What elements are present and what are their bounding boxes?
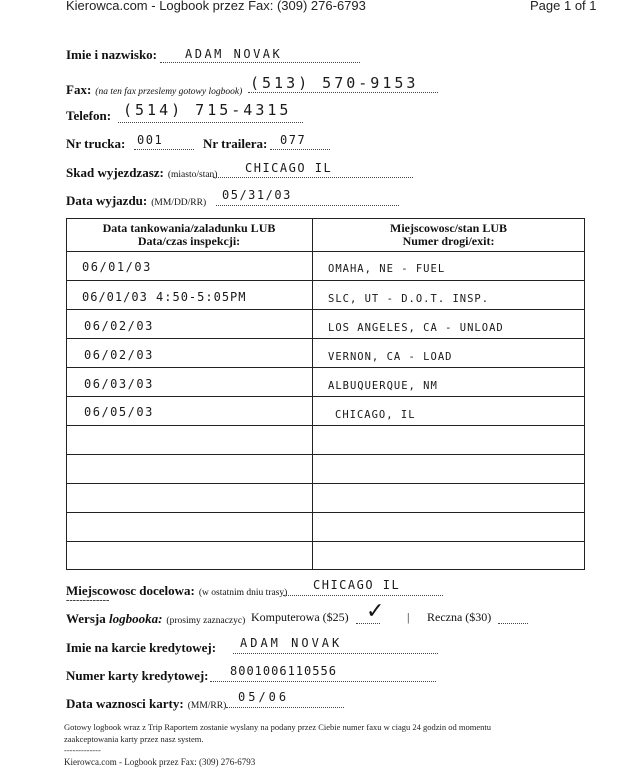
card-expiry-value[interactable]: 05/06 [238, 690, 290, 704]
table-header-divider [66, 251, 585, 252]
option-divider: | [407, 610, 410, 624]
version-note: (prosimy zaznaczyc) [166, 616, 246, 626]
separator: ------------- [66, 595, 110, 606]
option-manual-dots [498, 623, 528, 624]
card-number-value[interactable]: 8001006110556 [230, 664, 337, 678]
footer-separator: ------------- [64, 745, 101, 755]
footer-note-line2: zaakceptowania karty przez nasz system. [64, 734, 204, 744]
table-row-line [66, 454, 585, 455]
table-row-place[interactable]: LOS ANGELES, CA - UNLOAD [328, 322, 504, 334]
table-row-date[interactable]: 06/01/03 [82, 260, 152, 274]
table-row-place[interactable]: VERNON, CA - LOAD [328, 351, 453, 363]
table-row-line [66, 309, 585, 310]
version-label-bold: Wersja logbooka: [66, 611, 163, 626]
phone-label: Telefon: [66, 108, 112, 123]
col1-header [66, 222, 312, 248]
departure-dots [216, 205, 399, 206]
origin-note: (miasto/stan) [167, 170, 218, 180]
table-row-place[interactable]: ALBUQUERQUE, NM [328, 380, 438, 392]
card-name-value[interactable]: ADAM NOVAK [240, 636, 343, 650]
table-row-date[interactable]: 06/05/03 [84, 405, 154, 419]
table-row-place[interactable]: SLC, UT - D.O.T. INSP. [328, 293, 490, 305]
table-row-line [66, 367, 585, 368]
card-expiry-note: (MM/RR) [187, 701, 227, 711]
table-row-line [66, 280, 585, 281]
table-row-line [66, 338, 585, 339]
destination-value[interactable]: CHICAGO IL [313, 578, 401, 592]
truck-label: Nr trucka: [66, 136, 126, 151]
departure-label: Data wyjazdu: [66, 193, 148, 208]
fax-dots [248, 92, 438, 93]
table-row-line [66, 483, 585, 484]
phone-dots [118, 122, 303, 123]
col2-header-line2: Numer drogi/exit: [402, 234, 495, 248]
origin-label: Skad wyjezdzasz: [66, 165, 164, 180]
fax-row [66, 81, 242, 99]
truck-dots [134, 149, 194, 150]
departure-note: (MM/DD/RR) [151, 198, 207, 208]
fax-label: Fax: [66, 82, 92, 97]
origin-dots [213, 177, 413, 178]
table-row-date[interactable]: 06/01/03 4:50-5:05PM [82, 290, 247, 304]
card-expiry-label: Data waznosci karty: [66, 696, 184, 711]
version-row [66, 610, 245, 628]
footer-site: Kierowca.com - Logbook przez Fax: (309) 276-6793 [64, 757, 256, 767]
table-row-line [66, 425, 585, 426]
table-row-line [66, 541, 585, 542]
fax-note: (na ten fax przeslemy gotowy logbook) [95, 87, 243, 97]
table-column-divider [312, 218, 313, 570]
card-name-dots [233, 653, 438, 654]
col1-header-line2: Data/czas inspekcji: [137, 234, 241, 248]
col1-header-line1: Data tankowania/zaladunku LUB [102, 221, 276, 235]
option-computer-label[interactable]: Komputerowa ($25) [251, 610, 349, 624]
col2-header-line1: Miejscowosc/stan LUB [390, 221, 507, 235]
destination-note: (w ostatnim dniu trasy) [198, 588, 288, 598]
footer-note-line1: Gotowy logbook wraz z Trip Raportem zostanie wyslany na podany przez Ciebie numer faxu w ciagu 24 godzin od momentu [64, 722, 492, 732]
trailer-value[interactable]: 077 [280, 133, 307, 147]
table-row-date[interactable]: 06/03/03 [84, 377, 154, 391]
table-row-place[interactable]: CHICAGO, IL [335, 409, 416, 421]
table-row-line [66, 512, 585, 513]
option-manual-label[interactable]: Reczna ($30) [427, 610, 492, 624]
name-label: Imie i nazwisko: [66, 47, 157, 62]
fax-header-left: Kierowca.com - Logbook przez Fax: (309) 276-6793 [66, 0, 366, 13]
table-row-date[interactable]: 06/02/03 [84, 319, 154, 333]
origin-row [66, 164, 217, 182]
fax-value[interactable]: (513) 570-9153 [250, 74, 419, 92]
truck-value[interactable]: 001 [137, 133, 164, 147]
fax-header-page: Page 1 of 1 [530, 0, 597, 13]
table-row-place[interactable]: OMAHA, NE - FUEL [328, 263, 446, 275]
card-number-dots [210, 681, 436, 682]
card-expiry-dots [226, 707, 344, 708]
trailer-dots [270, 149, 330, 150]
table-row-date[interactable]: 06/02/03 [84, 348, 154, 362]
name-value[interactable]: ADAM NOVAK [185, 47, 283, 61]
card-number-label: Numer karty kredytowej: [66, 668, 209, 683]
checkmark-icon[interactable]: ✓ [366, 598, 385, 623]
origin-value[interactable]: CHICAGO IL [245, 161, 333, 175]
col2-header [312, 222, 585, 248]
departure-row [66, 192, 206, 210]
name-dots [160, 62, 360, 63]
destination-label: Miejscowosc docelowa: [66, 583, 195, 598]
trailer-label: Nr trailera: [203, 136, 268, 151]
destination-dots [283, 595, 443, 596]
departure-value[interactable]: 05/31/03 [222, 188, 292, 202]
card-expiry-row [66, 695, 226, 713]
card-name-label: Imie na karcie kredytowej: [66, 640, 217, 655]
phone-value[interactable]: (514) 715-4315 [123, 101, 292, 119]
table-row-line [66, 396, 585, 397]
